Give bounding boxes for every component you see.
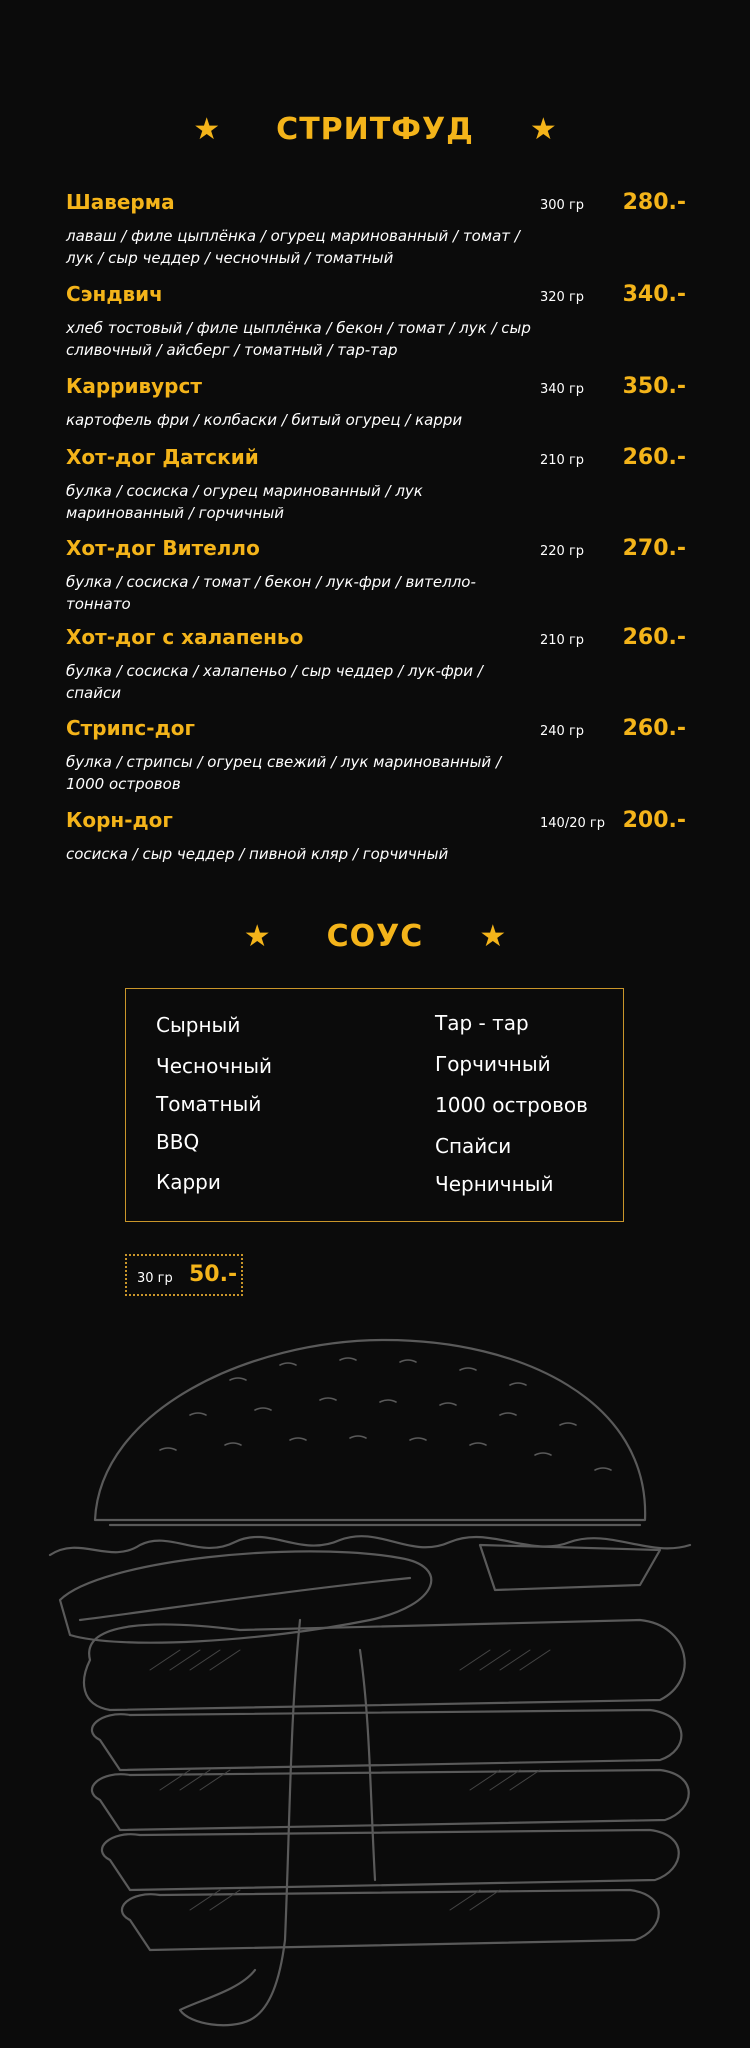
star-icon: ★ xyxy=(193,111,221,147)
sauce-weight: 30 гр xyxy=(137,1271,173,1286)
burger-illustration xyxy=(40,1320,720,2040)
bun-top xyxy=(95,1340,645,1520)
item-price: 260.- xyxy=(622,716,686,741)
streetfood-header xyxy=(0,112,750,147)
item-name: Стрипс-дог xyxy=(66,716,195,740)
sauce-item: Чесночный xyxy=(156,1054,273,1078)
item-price: 270.- xyxy=(622,536,686,561)
item-price: 260.- xyxy=(622,445,686,470)
sauce-item: 1000 островов xyxy=(435,1093,588,1117)
section-title-streetfood: СТРИТФУД xyxy=(276,112,474,147)
patty xyxy=(84,1620,685,1710)
item-name: Хот-дог Вителло xyxy=(66,536,260,560)
item-description: булка / сосиска / огурец маринованный / лук маринованный / горчичный xyxy=(66,482,423,522)
item-description: картофель фри / колбаски / битый огурец / карри xyxy=(66,411,463,429)
item-name: Карривурст xyxy=(66,374,202,398)
sauce-item: Спайси xyxy=(435,1134,512,1158)
item-weight: 220 гр xyxy=(540,544,585,559)
item-weight: 210 гр xyxy=(540,453,585,468)
star-icon: ★ xyxy=(243,918,271,954)
item-price: 260.- xyxy=(622,625,686,650)
sauce-price-tag xyxy=(125,1254,243,1296)
item-price: 280.- xyxy=(622,190,686,215)
sauce-item: Карри xyxy=(156,1170,221,1194)
item-description: булка / сосиска / халапеньо / сыр чеддер / лук-фри / спайси xyxy=(66,662,483,702)
item-name: Хот-дог Датский xyxy=(66,445,259,469)
item-weight: 340 гр xyxy=(540,382,585,397)
sauce-item: Черничный xyxy=(435,1172,554,1196)
sauce-price: 50.- xyxy=(189,1262,238,1287)
item-weight: 240 гр xyxy=(540,724,585,739)
sauce-item: Тар - тар xyxy=(435,1011,529,1035)
sauce-item: Томатный xyxy=(156,1092,262,1116)
item-weight: 140/20 гр xyxy=(540,816,605,831)
item-description: булка / сосиска / томат / бекон / лук-фри / вителло-тоннато xyxy=(66,573,476,613)
sauce-item: BBQ xyxy=(156,1130,200,1154)
sauce-item: Сырный xyxy=(156,1013,241,1037)
item-description: сосиска / сыр чеддер / пивной кляр / горчичный xyxy=(66,845,449,863)
item-name: Сэндвич xyxy=(66,282,163,306)
item-price: 350.- xyxy=(622,374,686,399)
section-title-sauce: СОУС xyxy=(326,919,424,954)
item-weight: 320 гр xyxy=(540,290,585,305)
item-name: Шаверма xyxy=(66,190,175,214)
star-icon: ★ xyxy=(529,111,557,147)
lettuce-layer xyxy=(50,1536,690,1555)
item-weight: 210 гр xyxy=(540,633,585,648)
item-description: булка / стрипсы / огурец свежий / лук маринованный / 1000 островов xyxy=(66,753,501,793)
sauce-drip xyxy=(180,1620,300,2025)
item-price: 200.- xyxy=(622,808,686,833)
item-name: Хот-дог с халапеньо xyxy=(66,625,304,649)
item-description: лаваш / филе цыплёнка / огурец маринованный / томат / лук / сыр чеддер / чесночный / томатный xyxy=(66,227,520,267)
sauce-header xyxy=(0,919,750,954)
item-name: Корн-дог xyxy=(66,808,173,832)
sauce-item: Горчичный xyxy=(435,1052,551,1076)
cheese-layer xyxy=(480,1545,660,1590)
item-description: хлеб тостовый / филе цыплёнка / бекон / томат / лук / сыр сливочный / айсберг / томатный / тар-тар xyxy=(66,319,531,359)
item-price: 340.- xyxy=(622,282,686,307)
sauce-list-frame xyxy=(125,988,624,1222)
item-weight: 300 гр xyxy=(540,198,585,213)
star-icon: ★ xyxy=(479,918,507,954)
